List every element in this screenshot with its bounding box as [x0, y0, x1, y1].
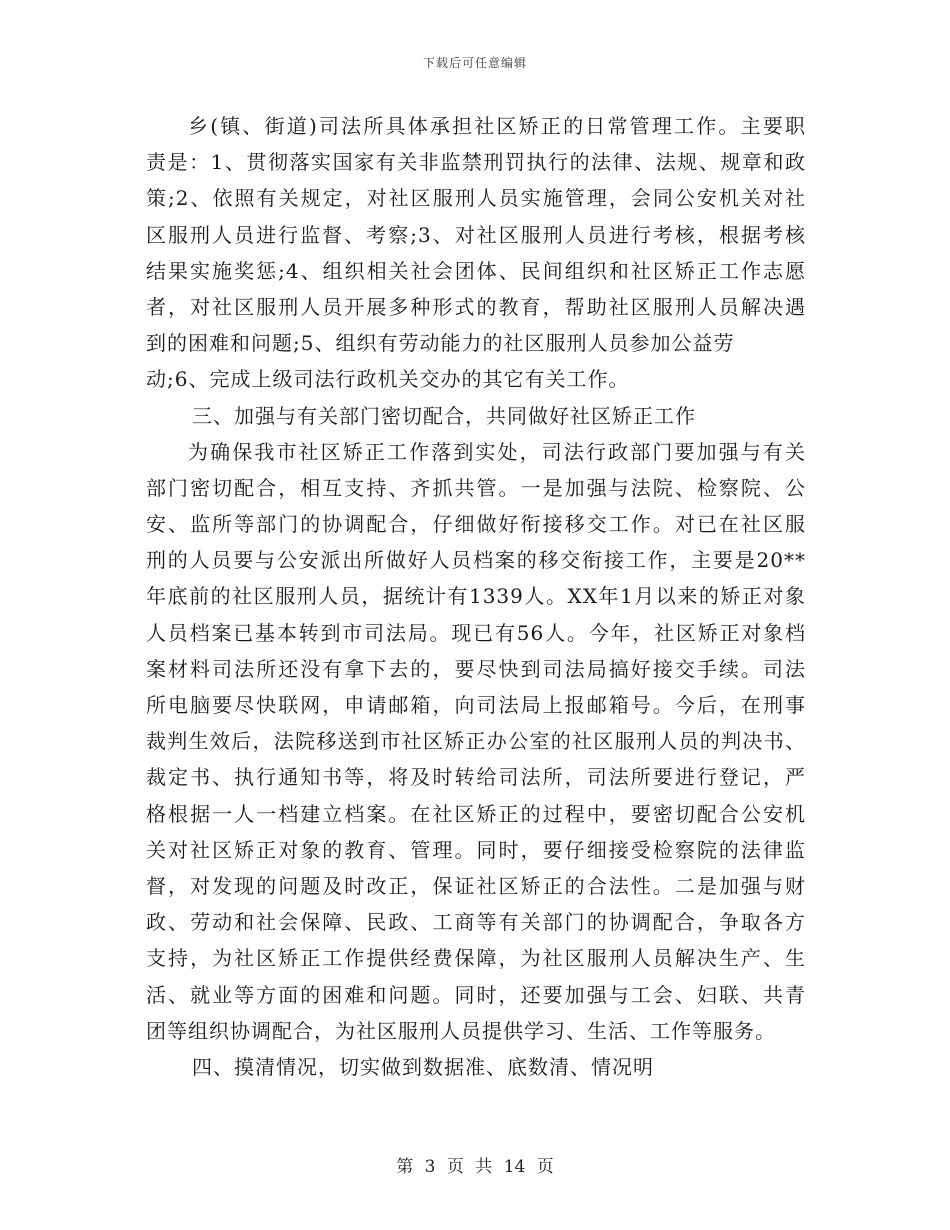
section-heading: 三、加强与有关部门密切配合，共同做好社区矫正工作 [192, 403, 696, 428]
paragraph-line: 为确保我市社区矫正工作落到实处，司法行政部门要加强与有关 [188, 439, 806, 464]
paragraph-line: 结果实施奖惩;4、组织相关社会团体、民间组织和社区矫正工作志愿 [146, 258, 806, 283]
page-footer: 第 3 页 共 14 页 [396, 1157, 554, 1177]
paragraph-line: 裁定书、执行通知书等，将及时转给司法所，司法所要进行登记，严 [146, 765, 806, 790]
page-header: 下载后可任意编辑 [422, 56, 527, 70]
paragraph-line: 关对社区矫正对象的教育、管理。同时，要仔细接受检察院的法律监 [146, 837, 806, 862]
paragraph-line: 责是：1、贯彻落实国家有关非监禁刑罚执行的法律、法规、规章和政 [146, 150, 806, 175]
paragraph-line: 人员档案已基本转到市司法局。现已有56人。今年，社区矫正对象档 [146, 620, 806, 645]
paragraph-line: 部门密切配合，相互支持、齐抓共管。一是加强与法院、检察院、公 [146, 475, 806, 500]
paragraph-line: 年底前的社区服刑人员，据统计有1339人。XX年1月以来的矫正对象 [146, 584, 806, 609]
paragraph-line: 所电脑要尽快联网，申请邮箱，向司法局上报邮箱号。今后，在刑事 [146, 693, 806, 717]
paragraph-line: 刑的人员要与公安派出所做好人员档案的移交衔接工作，主要是20** [146, 548, 806, 573]
paragraph-line: 活、就业等方面的困难和问题。同时，还要加强与工会、妇联、共青 [146, 982, 806, 1007]
paragraph-line: 督，对发现的问题及时改正，保证社区矫正的合法性。二是加强与财 [146, 873, 806, 898]
paragraph-line: 乡(镇、街道)司法所具体承担社区矫正的日常管理工作。主要职 [188, 114, 806, 138]
paragraph-line: 策;2、依照有关规定，对社区服刑人员实施管理，会同公安机关对社 [146, 186, 806, 211]
paragraph-line: 区服刑人员进行监督、考察;3、对社区服刑人员进行考核，根据考核 [146, 222, 806, 247]
paragraph-line: 者，对社区服刑人员开展多种形式的教育，帮助社区服刑人员解决遇 [146, 294, 806, 319]
paragraph-line: 案材料司法所还没有拿下去的，要尽快到司法局搞好接交手续。司法 [146, 656, 806, 681]
paragraph-line: 安、监所等部门的协调配合，仔细做好衔接移交工作。对已在社区服 [146, 512, 806, 537]
paragraph-line: 政、劳动和社会保障、民政、工商等有关部门的协调配合，争取各方 [146, 910, 806, 935]
paragraph-line: 动;6、完成上级司法行政机关交办的其它有关工作。 [146, 367, 630, 392]
paragraph-line: 到的困难和问题;5、组织有劳动能力的社区服刑人员参加公益劳 [146, 331, 735, 356]
section-heading: 四、摸清情况，切实做到数据准、底数清、情况明 [192, 1054, 654, 1079]
paragraph-line: 团等组织协调配合，为社区服刑人员提供学习、生活、工作等服务。 [146, 1018, 776, 1043]
paragraph-line: 格根据一人一档建立档案。在社区矫正的过程中，要密切配合公安机 [146, 801, 806, 826]
paragraph-line: 裁判生效后，法院移送到市社区矫正办公室的社区服刑人员的判决书、 [146, 729, 806, 754]
paragraph-line: 支持，为社区矫正工作提供经费保障，为社区服刑人员解决生产、生 [146, 946, 806, 971]
document-body [146, 108, 806, 1085]
